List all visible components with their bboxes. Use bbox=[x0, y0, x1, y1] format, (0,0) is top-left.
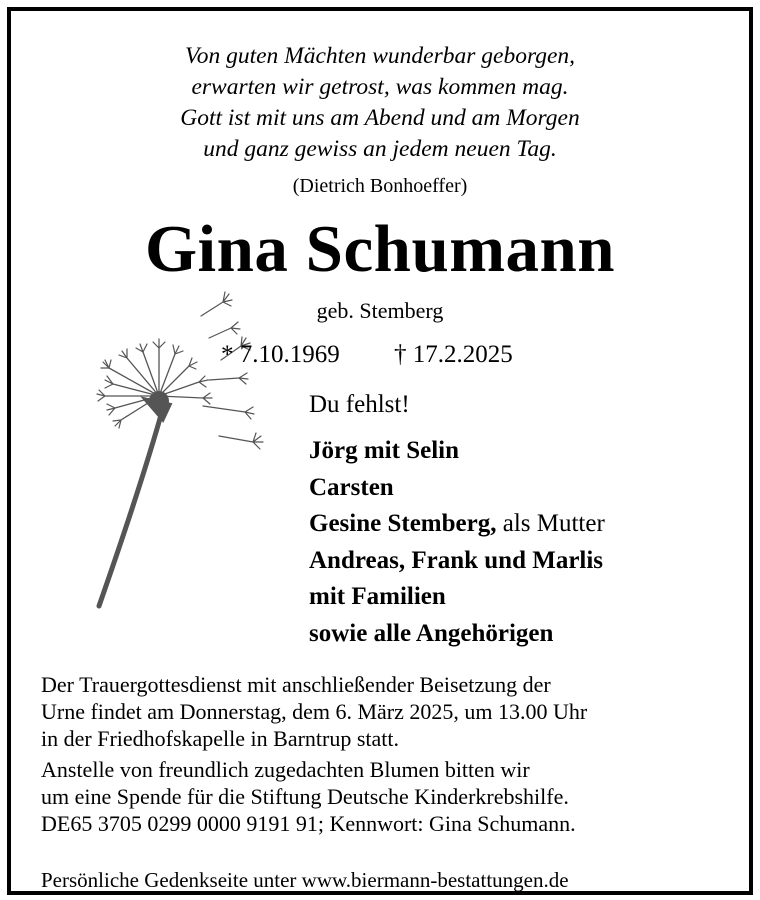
death-date: † 17.2.2025 bbox=[394, 341, 513, 368]
mourner-line: Gesine Stemberg, als Mutter bbox=[309, 510, 605, 537]
funeral-info bbox=[41, 671, 731, 837]
memorial-website: Persönliche Gedenkseite unter www.biermann-bestattungen.de bbox=[41, 868, 569, 892]
dandelion-illustration bbox=[91, 286, 281, 616]
mourner-line: sowie alle Angehörigen bbox=[309, 619, 554, 647]
mourner-line: Carsten bbox=[309, 473, 394, 501]
poem bbox=[11, 41, 749, 165]
deceased-name: Gina Schumann bbox=[144, 212, 616, 286]
mourner-line: Andreas, Frank und Marlis bbox=[309, 546, 604, 574]
mourner-line: mit Familien bbox=[309, 583, 446, 610]
poem-line: und ganz gewiss an jedem neuen Tag. bbox=[203, 136, 557, 162]
donation-line: um eine Spende für die Stiftung Deutsche Kinderkrebshilfe. bbox=[41, 784, 569, 809]
birth-date: * 7.10.1969 bbox=[221, 341, 340, 368]
poem-line: Gott ist mit uns am Abend und am Morgen bbox=[180, 105, 580, 131]
service-line: in der Friedhofskapelle in Barntrup statt. bbox=[41, 726, 400, 751]
obituary-notice bbox=[7, 7, 753, 895]
poem-line: Von guten Mächten wunderbar geborgen, bbox=[184, 43, 576, 69]
mourner-line: Jörg mit Selin bbox=[309, 437, 459, 464]
life-dates bbox=[221, 341, 513, 369]
donation-line: Anstelle von freundlich zugedachten Blumen bitten wir bbox=[41, 757, 530, 782]
mourners-block bbox=[309, 387, 605, 652]
service-line: Urne findet am Donnerstag, dem 6. März 2025, um 13.00 Uhr bbox=[41, 699, 588, 724]
poem-author: (Dietrich Bonhoeffer) bbox=[292, 175, 468, 197]
mourners-intro: Du fehlst! bbox=[309, 391, 410, 418]
birth-name: geb. Stemberg bbox=[316, 298, 444, 323]
donation-line: DE65 3705 0299 0000 9191 91; Kennwort: Gina Schumann. bbox=[41, 811, 576, 836]
service-line: Der Trauergottesdienst mit anschließender Beisetzung der bbox=[41, 672, 551, 697]
poem-line: erwarten wir getrost, was kommen mag. bbox=[191, 74, 569, 100]
